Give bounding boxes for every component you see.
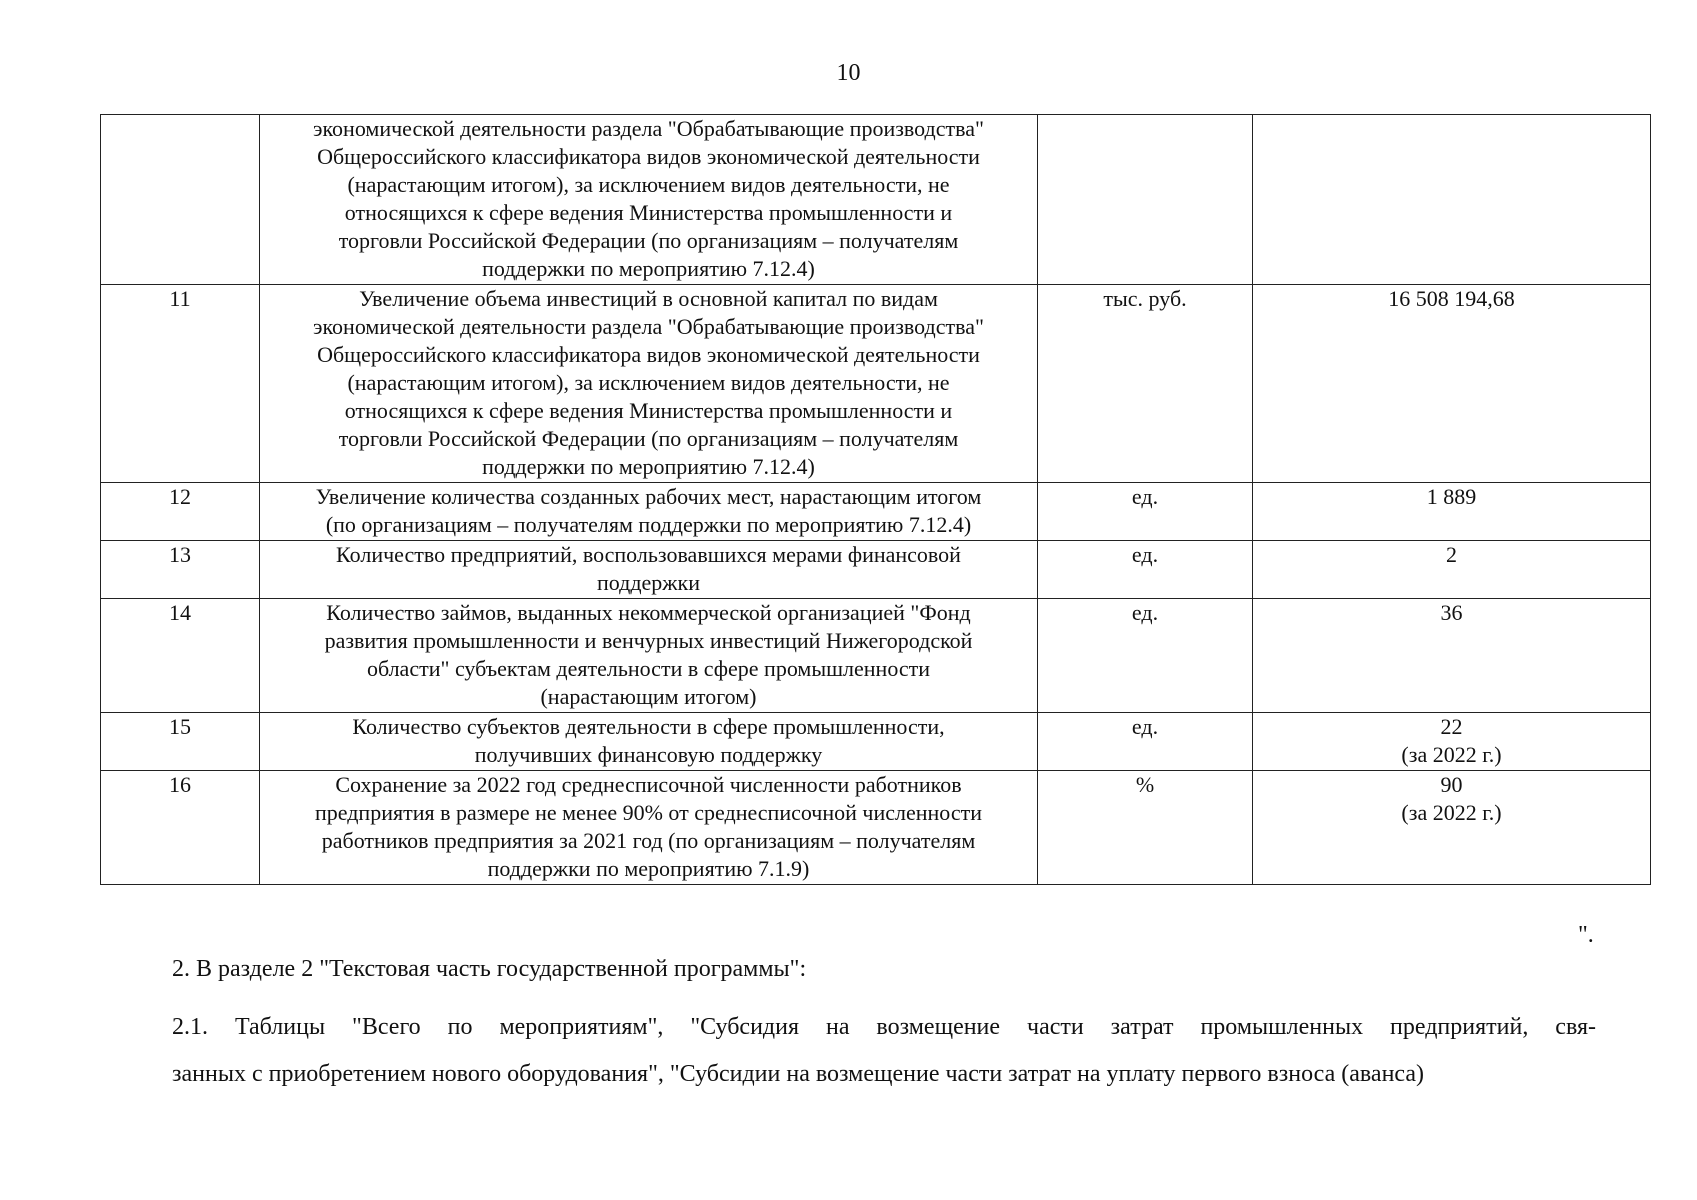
table-row <box>101 599 1651 713</box>
closing-quote: ". <box>1578 922 1594 948</box>
indicator-name-line: поддержки по мероприятию 7.12.4) <box>482 256 815 281</box>
indicator-name-cell <box>260 771 1038 885</box>
indicator-name-cell <box>260 115 1038 285</box>
value-cell <box>1253 713 1651 771</box>
indicator-name-line: относящихся к сфере ведения Министерства промышленности и <box>344 200 953 225</box>
unit-cell: ед. <box>1038 599 1253 713</box>
indicator-name-line: экономической деятельности раздела "Обрабатывающие производства" <box>313 116 984 141</box>
indicator-name-line: поддержки по мероприятию 7.12.4) <box>482 454 815 479</box>
indicator-name-line: торговли Российской Федерации (по организациям – получателям <box>338 426 959 451</box>
page-number: 10 <box>836 60 861 86</box>
value-cell <box>1253 599 1651 713</box>
indicator-name-line: Увеличение количества созданных рабочих мест, нарастающим итогом <box>315 484 982 509</box>
row-number-cell: 15 <box>101 713 260 771</box>
indicator-name-line: области" субъектам деятельности в сфере промышленности <box>366 656 931 681</box>
value-cell <box>1253 483 1651 541</box>
indicator-name-line: относящихся к сфере ведения Министерства промышленности и <box>344 398 953 423</box>
row-number-cell: 13 <box>101 541 260 599</box>
value-line: 90 <box>1440 772 1463 797</box>
table-row <box>101 541 1651 599</box>
indicator-name-line: Количество предприятий, воспользовавшихся мерами финансовой <box>336 542 961 567</box>
value-line: 22 <box>1440 714 1463 739</box>
table-row <box>101 285 1651 483</box>
row-number-cell: 11 <box>101 285 260 483</box>
value-line: (за 2022 г.) <box>1401 800 1502 825</box>
indicators-table <box>100 114 1651 885</box>
table-row <box>101 115 1651 285</box>
value-cell <box>1253 115 1651 285</box>
indicator-name-cell <box>260 541 1038 599</box>
unit-cell: ед. <box>1038 541 1253 599</box>
unit-cell <box>1038 115 1253 285</box>
row-number-cell: 12 <box>101 483 260 541</box>
indicator-name-line: развития промышленности и венчурных инвестиций Нижегородской <box>324 628 973 653</box>
unit-cell: % <box>1038 771 1253 885</box>
indicator-name-line: Количество субъектов деятельности в сфере промышленности, <box>352 714 945 739</box>
value-cell <box>1253 541 1651 599</box>
value-line: (за 2022 г.) <box>1401 742 1502 767</box>
indicator-name-line: (нарастающим итогом), за исключением видов деятельности, не <box>347 172 950 197</box>
indicator-name-cell <box>260 599 1038 713</box>
indicator-name-line: Сохранение за 2022 год среднесписочной численности работников <box>335 772 962 797</box>
unit-cell: ед. <box>1038 713 1253 771</box>
indicator-name-line: поддержки по мероприятию 7.1.9) <box>487 856 810 881</box>
indicator-name-line: Количество займов, выданных некоммерческой организацией "Фонд <box>326 600 971 625</box>
indicator-name-line: поддержки <box>597 570 700 595</box>
indicator-name-line: Общероссийского классификатора видов экономической деятельности <box>317 342 980 367</box>
indicators-table-body <box>101 115 1651 885</box>
table-row <box>101 483 1651 541</box>
paragraph-item-2-1-line-1: 2.1. Таблицы "Всего по мероприятиям", "Субсидия на возмещение части затрат промышленных предприятий, свя- <box>172 1014 1596 1040</box>
indicator-name-line: (нарастающим итогом), за исключением видов деятельности, не <box>347 370 950 395</box>
row-number-cell: 16 <box>101 771 260 885</box>
paragraph-item-2-1-line-2: занных с приобретением нового оборудования", "Субсидии на возмещение части затрат на уплату первого взноса (аванса) <box>172 1061 1425 1087</box>
unit-cell: тыс. руб. <box>1038 285 1253 483</box>
indicator-name-line: экономической деятельности раздела "Обрабатывающие производства" <box>313 314 984 339</box>
indicator-name-line: (нарастающим итогом) <box>540 684 757 709</box>
paragraph-section-2: 2. В разделе 2 "Текстовая часть государственной программы": <box>172 956 807 982</box>
indicator-name-line: предприятия в размере не менее 90% от среднесписочной численности <box>314 800 982 825</box>
indicator-name-line: Увеличение объема инвестиций в основной капитал по видам <box>359 286 938 311</box>
table-row <box>101 713 1651 771</box>
value-line: 2 <box>1446 542 1457 567</box>
indicator-name-line: (по организациям – получателям поддержки по мероприятию 7.12.4) <box>325 512 972 537</box>
value-line: 16 508 194,68 <box>1388 286 1515 311</box>
indicator-name-line: Общероссийского классификатора видов экономической деятельности <box>317 144 980 169</box>
indicator-name-cell <box>260 483 1038 541</box>
value-cell <box>1253 285 1651 483</box>
value-cell <box>1253 771 1651 885</box>
table-row <box>101 771 1651 885</box>
indicator-name-line: работников предприятия за 2021 год (по организациям – получателям <box>321 828 976 853</box>
indicator-name-cell <box>260 713 1038 771</box>
value-line: 36 <box>1440 600 1463 625</box>
indicator-name-cell <box>260 285 1038 483</box>
value-line: 1 889 <box>1426 484 1477 509</box>
unit-cell: ед. <box>1038 483 1253 541</box>
indicator-name-line: торговли Российской Федерации (по организациям – получателям <box>338 228 959 253</box>
row-number-cell <box>101 115 260 285</box>
paragraph-item-2-1 <box>100 1004 1596 1098</box>
indicator-name-line: получивших финансовую поддержку <box>474 742 823 767</box>
row-number-cell: 14 <box>101 599 260 713</box>
